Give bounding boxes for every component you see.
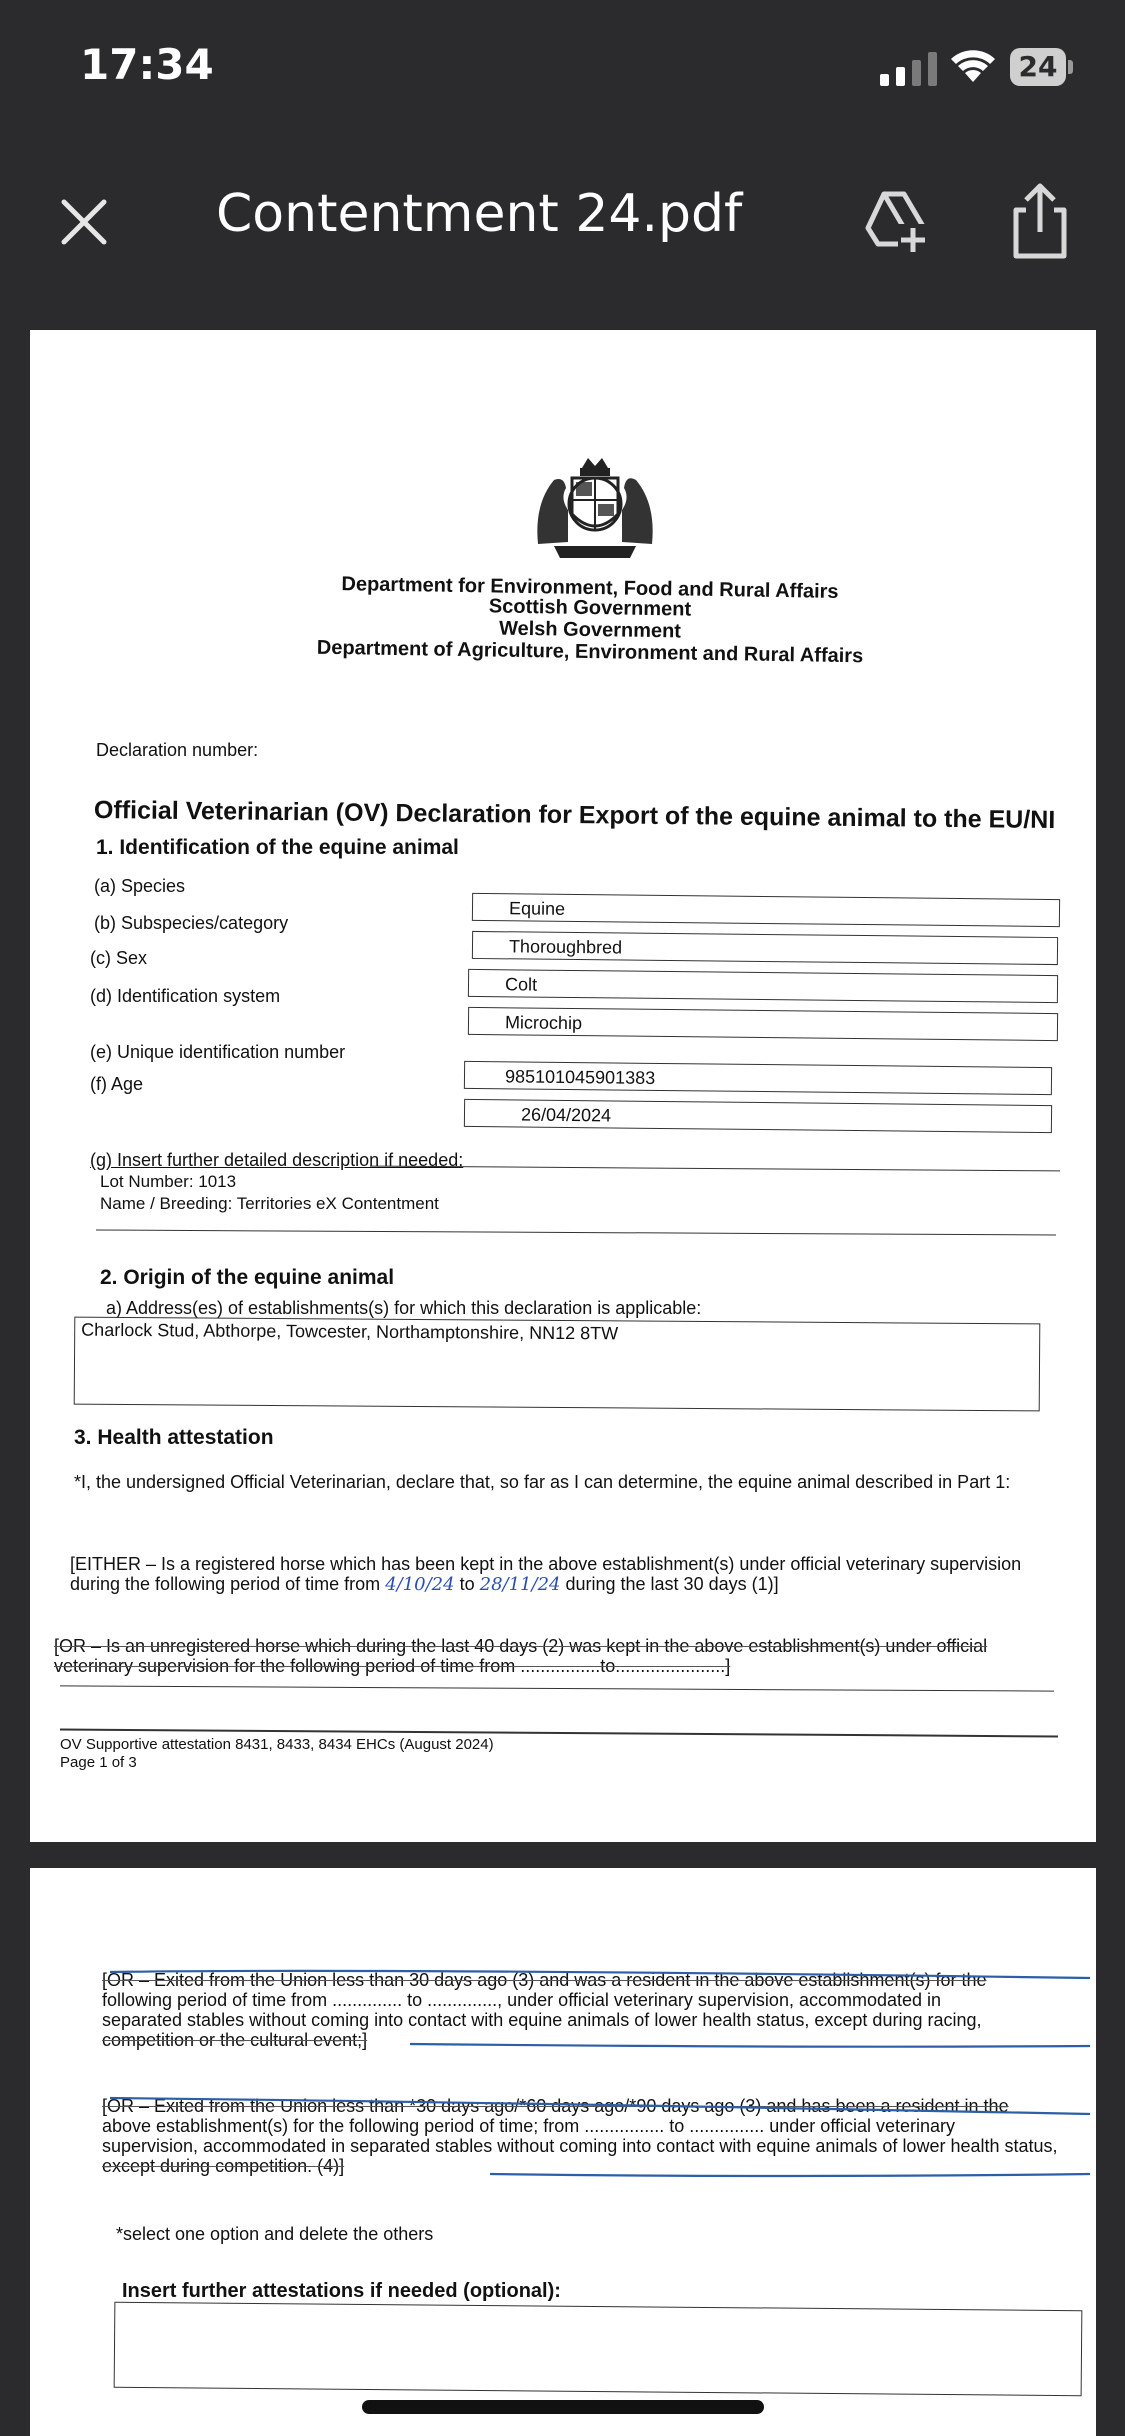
address-box (74, 1317, 1041, 1412)
department-line-4: Department of Agriculture, Environment and Rural Affairs (316, 636, 864, 668)
pen-strike-marks (90, 1964, 1100, 2064)
either-option: [EITHER – Is a registered horse which has been kept in the above establishment(s) under official veterinary supervision during the following period of time from 4/10/24 to 28/11/24 during the last 30 days (1)] (70, 1554, 1022, 1595)
add-to-drive-icon[interactable] (860, 184, 932, 256)
section-2-title: 2. Origin of the equine animal (100, 1266, 395, 1289)
status-time: 17:34 (80, 40, 214, 89)
field-label-identification-system: (d) Identification system (90, 986, 281, 1006)
or-exit-days-line-4: except during competition. (4)] (102, 2156, 345, 2176)
field-label-species: (a) Species (94, 876, 186, 896)
cellular-signal-icon (880, 52, 938, 86)
or-exit30-line-4: competition or the cultural event;] (102, 2030, 368, 2050)
section-1-title: 1. Identification of the equine animal (96, 836, 459, 859)
field-age: 26/04/2024 (464, 1099, 1052, 1133)
field-species: Equine (472, 893, 1060, 927)
or-unregistered-line-1: [OR – Is an unregistered horse which during the last 40 days (2) was kept in the above establishment(s) under official (54, 1636, 988, 1656)
field-label-age: (f) Age (90, 1074, 144, 1094)
wifi-icon (950, 48, 996, 84)
name-breeding: Name / Breeding: Territories eX Contentment (100, 1194, 439, 1213)
form-title: Official Veterinarian (OV) Declaration for Export of the equine animal to the EU/NI (93, 796, 1056, 835)
or-exit-days-line-2: above establishment(s) for the following period of time; from ................ to ............... under official veterinary (102, 2116, 956, 2136)
footer-attestation: OV Supportive attestation 8431, 8433, 8434 EHCs (August 2024) (60, 1736, 494, 1753)
home-indicator[interactable] (362, 2400, 764, 2414)
close-icon[interactable] (54, 192, 114, 252)
field-subspecies: Thoroughbred (472, 931, 1058, 965)
field-identification-system: Microchip (468, 1007, 1058, 1041)
status-bar (0, 0, 1125, 140)
or-exit-days-line-3: supervision, accommodated in separated stables without coming into contact with equine animals of lower health status, (102, 2136, 1058, 2156)
further-attestations-label: Insert further attestations if needed (optional): (122, 2280, 561, 2302)
field-unique-id: 985101045901383 (464, 1061, 1052, 1095)
department-line-3: Welsh Government (498, 617, 682, 643)
document-title: Contentment 24.pdf (216, 184, 743, 244)
or-exit30-line-1: [OR – Exited from the Union less than 30 days ago (3) and was a resident in the above establishment(s) for the (102, 1970, 987, 1990)
battery-level: 24 (1010, 48, 1066, 86)
share-icon[interactable] (1004, 180, 1076, 260)
either-to-date: 28/11/24 (479, 1574, 561, 1595)
further-attestations-box (114, 2302, 1083, 2396)
lot-number: Lot Number: 1013 (100, 1172, 237, 1191)
pen-strike-marks-2 (90, 2090, 1100, 2190)
attestation-intro: *I, the undersigned Official Veterinarian, declare that, so far as I can determine, the equine animal described in Part 1: (74, 1472, 1011, 1492)
pdf-page-1 (30, 330, 1096, 1842)
field-label-sex: (c) Sex (90, 948, 148, 968)
footer-page-number: Page 1 of 3 (60, 1754, 137, 1771)
royal-coat-of-arms-icon (520, 454, 670, 564)
field-sex: Colt (468, 969, 1058, 1003)
select-option-note: *select one option and delete the others (116, 2224, 434, 2244)
field-label-subspecies: (b) Subspecies/category (94, 913, 289, 933)
department-line-2: Scottish Government (488, 595, 692, 621)
or-exit30-line-2: following period of time from .............. to .............., under official veterinary supervision, accommodated in (102, 1990, 942, 2010)
department-line-1: Department for Environment, Food and Rural Affairs (341, 573, 839, 603)
or-exit-days-line-1: [OR – Exited from the Union less than *30 days ago/*60 days ago/*90 days ago (3) and has been a resident in the (102, 2096, 1009, 2116)
pdf-page-2 (30, 1868, 1096, 2436)
pdf-toolbar (0, 140, 1125, 300)
pdf-viewer[interactable] (0, 300, 1125, 2436)
either-from-date: 4/10/24 (385, 1574, 455, 1595)
field-label-unique-id: (e) Unique identification number (90, 1042, 346, 1062)
or-unregistered-line-2: veterinary supervision for the following period of time from ................to......................] (54, 1656, 731, 1676)
address-value: Charlock Stud, Abthorpe, Towcester, Northamptonshire, NN12 8TW (81, 1319, 619, 1344)
address-label: a) Address(es) of establishments(s) for which this declaration is applicable: (106, 1298, 702, 1318)
or-exit30-line-3: separated stables without coming into contact with equine animals of lower health status, except during racing, (102, 2010, 982, 2030)
further-description-label: (g) Insert further detailed description if needed: (90, 1150, 464, 1170)
battery-icon (1010, 48, 1074, 86)
section-3-title: 3. Health attestation (74, 1426, 274, 1449)
declaration-number-label: Declaration number: (96, 740, 259, 760)
